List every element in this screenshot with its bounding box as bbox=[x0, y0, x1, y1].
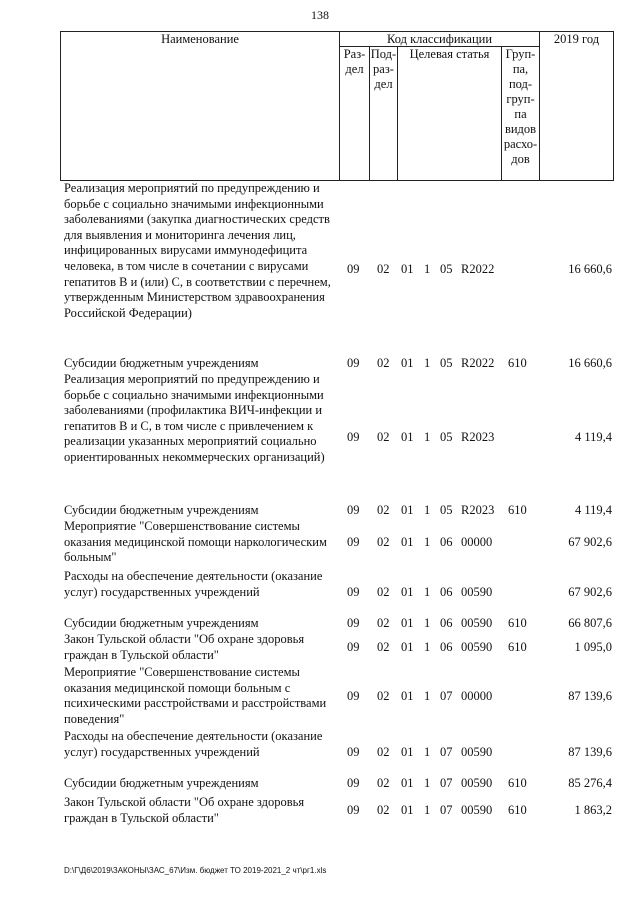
row-target-3: 05 bbox=[440, 430, 453, 444]
row-name: Реализация мероприятий по предупреждению и борьбе с социально значимыми инфекционными заболеваниями (профилактика ВИЧ-инфекции и гепатитов B и C, в том числе с привлечением к реализации указанных мероприятий социально ориентированных некоммерческих организаций) bbox=[64, 372, 325, 464]
row-amount: 87 139,6 bbox=[568, 689, 612, 703]
row-name: Мероприятие "Совершенствование системы оказания медицинской помощи больным с психическими расстройствами и расстройствами поведения" bbox=[64, 665, 327, 726]
row-name: Субсидии бюджетным учреждениям bbox=[64, 776, 259, 790]
row-target-2: 1 bbox=[424, 262, 431, 276]
row-name: Субсидии бюджетным учреждениям bbox=[64, 503, 259, 517]
header-subsection-cell bbox=[369, 46, 398, 181]
row-target-4: 00000 bbox=[461, 689, 493, 703]
row-amount: 87 139,6 bbox=[568, 745, 612, 759]
row-section: 09 bbox=[347, 356, 360, 370]
row-subsection: 02 bbox=[377, 430, 390, 444]
row-subsection: 02 bbox=[377, 585, 390, 599]
header-target: Целевая статья bbox=[409, 47, 490, 61]
row-target-4: R2023 bbox=[461, 430, 495, 444]
row-amount: 66 807,6 bbox=[568, 616, 612, 630]
row-amount: 67 902,6 bbox=[568, 585, 612, 599]
row-target-3: 05 bbox=[440, 356, 453, 370]
row-section: 09 bbox=[347, 640, 360, 654]
row-amount: 85 276,4 bbox=[568, 776, 612, 790]
row-target-4: 00590 bbox=[461, 803, 493, 817]
row-target-4: R2023 bbox=[461, 503, 495, 517]
row-section: 09 bbox=[347, 776, 360, 790]
header-year-cell bbox=[539, 31, 614, 181]
row-target-1: 01 bbox=[401, 616, 414, 630]
row-subsection: 02 bbox=[377, 616, 390, 630]
row-target-4: 00000 bbox=[461, 535, 493, 549]
row-section: 09 bbox=[347, 262, 360, 276]
row-target-2: 1 bbox=[424, 745, 431, 759]
row-target-2: 1 bbox=[424, 356, 431, 370]
row-name: Субсидии бюджетным учреждениям bbox=[64, 356, 259, 370]
row-subsection: 02 bbox=[377, 745, 390, 759]
row-name: Расходы на обеспечение деятельности (оказание услуг) государственных учреждений bbox=[64, 729, 323, 759]
row-target-4: 00590 bbox=[461, 640, 493, 654]
header-code: Код классификации bbox=[386, 32, 493, 46]
row-amount: 4 119,4 bbox=[574, 503, 612, 517]
header-name-cell bbox=[60, 31, 340, 181]
row-section: 09 bbox=[347, 503, 360, 517]
row-subsection: 02 bbox=[377, 776, 390, 790]
row-target-1: 01 bbox=[401, 262, 414, 276]
row-target-3: 05 bbox=[440, 503, 453, 517]
row-target-1: 01 bbox=[401, 430, 414, 444]
row-target-1: 01 bbox=[401, 803, 414, 817]
row-target-3: 07 bbox=[440, 689, 453, 703]
row-target-1: 01 bbox=[401, 776, 414, 790]
row-group: 610 bbox=[508, 776, 527, 790]
header-target-cell bbox=[397, 46, 502, 181]
header-name: Наименование bbox=[161, 32, 239, 46]
row-subsection: 02 bbox=[377, 535, 390, 549]
row-name: Закон Тульской области "Об охране здоровья граждан в Тульской области" bbox=[64, 795, 305, 825]
row-target-3: 07 bbox=[440, 776, 453, 790]
row-target-2: 1 bbox=[424, 430, 431, 444]
row-target-4: 00590 bbox=[461, 776, 493, 790]
row-target-1: 01 bbox=[401, 745, 414, 759]
row-group: 610 bbox=[508, 616, 527, 630]
row-target-2: 1 bbox=[424, 689, 431, 703]
row-target-3: 07 bbox=[440, 803, 453, 817]
row-target-2: 1 bbox=[424, 803, 431, 817]
row-section: 09 bbox=[347, 430, 360, 444]
row-name: Мероприятие "Совершенствование системы оказания медицинской помощи наркологическим больным" bbox=[64, 519, 327, 565]
row-target-4: R2022 bbox=[461, 356, 495, 370]
row-amount: 16 660,6 bbox=[568, 356, 612, 370]
row-target-2: 1 bbox=[424, 776, 431, 790]
row-section: 09 bbox=[347, 745, 360, 759]
row-section: 09 bbox=[347, 535, 360, 549]
row-section: 09 bbox=[347, 689, 360, 703]
row-section: 09 bbox=[347, 616, 360, 630]
row-target-2: 1 bbox=[424, 503, 431, 517]
header-group: Груп- па, под- груп- па видов расхо- дов bbox=[503, 47, 538, 166]
row-group: 610 bbox=[508, 803, 527, 817]
row-amount: 67 902,6 bbox=[568, 535, 612, 549]
row-group: 610 bbox=[508, 503, 527, 517]
row-name: Субсидии бюджетным учреждениям bbox=[64, 616, 259, 630]
row-target-2: 1 bbox=[424, 640, 431, 654]
row-subsection: 02 bbox=[377, 262, 390, 276]
row-target-1: 01 bbox=[401, 585, 414, 599]
row-amount: 16 660,6 bbox=[568, 262, 612, 276]
page-number: 138 bbox=[311, 8, 329, 22]
row-target-1: 01 bbox=[401, 356, 414, 370]
row-section: 09 bbox=[347, 803, 360, 817]
header-group-cell bbox=[501, 46, 540, 181]
row-target-3: 06 bbox=[440, 640, 453, 654]
row-subsection: 02 bbox=[377, 689, 390, 703]
header-section-cell bbox=[339, 46, 370, 181]
row-target-3: 06 bbox=[440, 535, 453, 549]
row-name: Расходы на обеспечение деятельности (оказание услуг) государственных учреждений bbox=[64, 569, 323, 599]
row-target-1: 01 bbox=[401, 503, 414, 517]
row-amount: 1 095,0 bbox=[574, 640, 612, 654]
header-section: Раз- дел bbox=[343, 47, 366, 76]
row-subsection: 02 bbox=[377, 356, 390, 370]
row-target-3: 07 bbox=[440, 745, 453, 759]
row-target-2: 1 bbox=[424, 616, 431, 630]
row-name: Реализация мероприятий по предупреждению и борьбе с социально значимыми инфекционными заболеваниями (закупка диагностических средств для выявления и мониторинга лечения лиц, инфицированных вирусами иммунодефицита человека, в том числе в сочетании с вирусами гепатитов B и (или) C, в соответствии с перечнем, утвержденным Министерством здравоохранения Российской Федерации) bbox=[64, 181, 331, 320]
row-target-1: 01 bbox=[401, 689, 414, 703]
file-path-footer: D:\Г\Д6\2019\ЗАКОНЫ\ЗАС_67\Изм. бюджет ТО 2019-2021_2 чт\рг1.xls bbox=[64, 866, 327, 875]
row-target-4: R2022 bbox=[461, 262, 495, 276]
row-target-3: 05 bbox=[440, 262, 453, 276]
row-target-2: 1 bbox=[424, 585, 431, 599]
header-year: 2019 год bbox=[553, 32, 600, 46]
row-subsection: 02 bbox=[377, 803, 390, 817]
row-target-4: 00590 bbox=[461, 745, 493, 759]
row-target-2: 1 bbox=[424, 535, 431, 549]
row-group: 610 bbox=[508, 356, 527, 370]
row-target-3: 06 bbox=[440, 616, 453, 630]
row-target-4: 00590 bbox=[461, 616, 493, 630]
row-amount: 4 119,4 bbox=[574, 430, 612, 444]
row-target-3: 06 bbox=[440, 585, 453, 599]
row-target-1: 01 bbox=[401, 640, 414, 654]
row-target-1: 01 bbox=[401, 535, 414, 549]
row-amount: 1 863,2 bbox=[574, 803, 612, 817]
row-group: 610 bbox=[508, 640, 527, 654]
row-section: 09 bbox=[347, 585, 360, 599]
row-subsection: 02 bbox=[377, 503, 390, 517]
row-subsection: 02 bbox=[377, 640, 390, 654]
header-subsection: Под- раз- дел bbox=[370, 47, 397, 91]
row-name: Закон Тульской области "Об охране здоровья граждан в Тульской области" bbox=[64, 632, 305, 662]
header-code-cell bbox=[339, 31, 540, 47]
row-target-4: 00590 bbox=[461, 585, 493, 599]
